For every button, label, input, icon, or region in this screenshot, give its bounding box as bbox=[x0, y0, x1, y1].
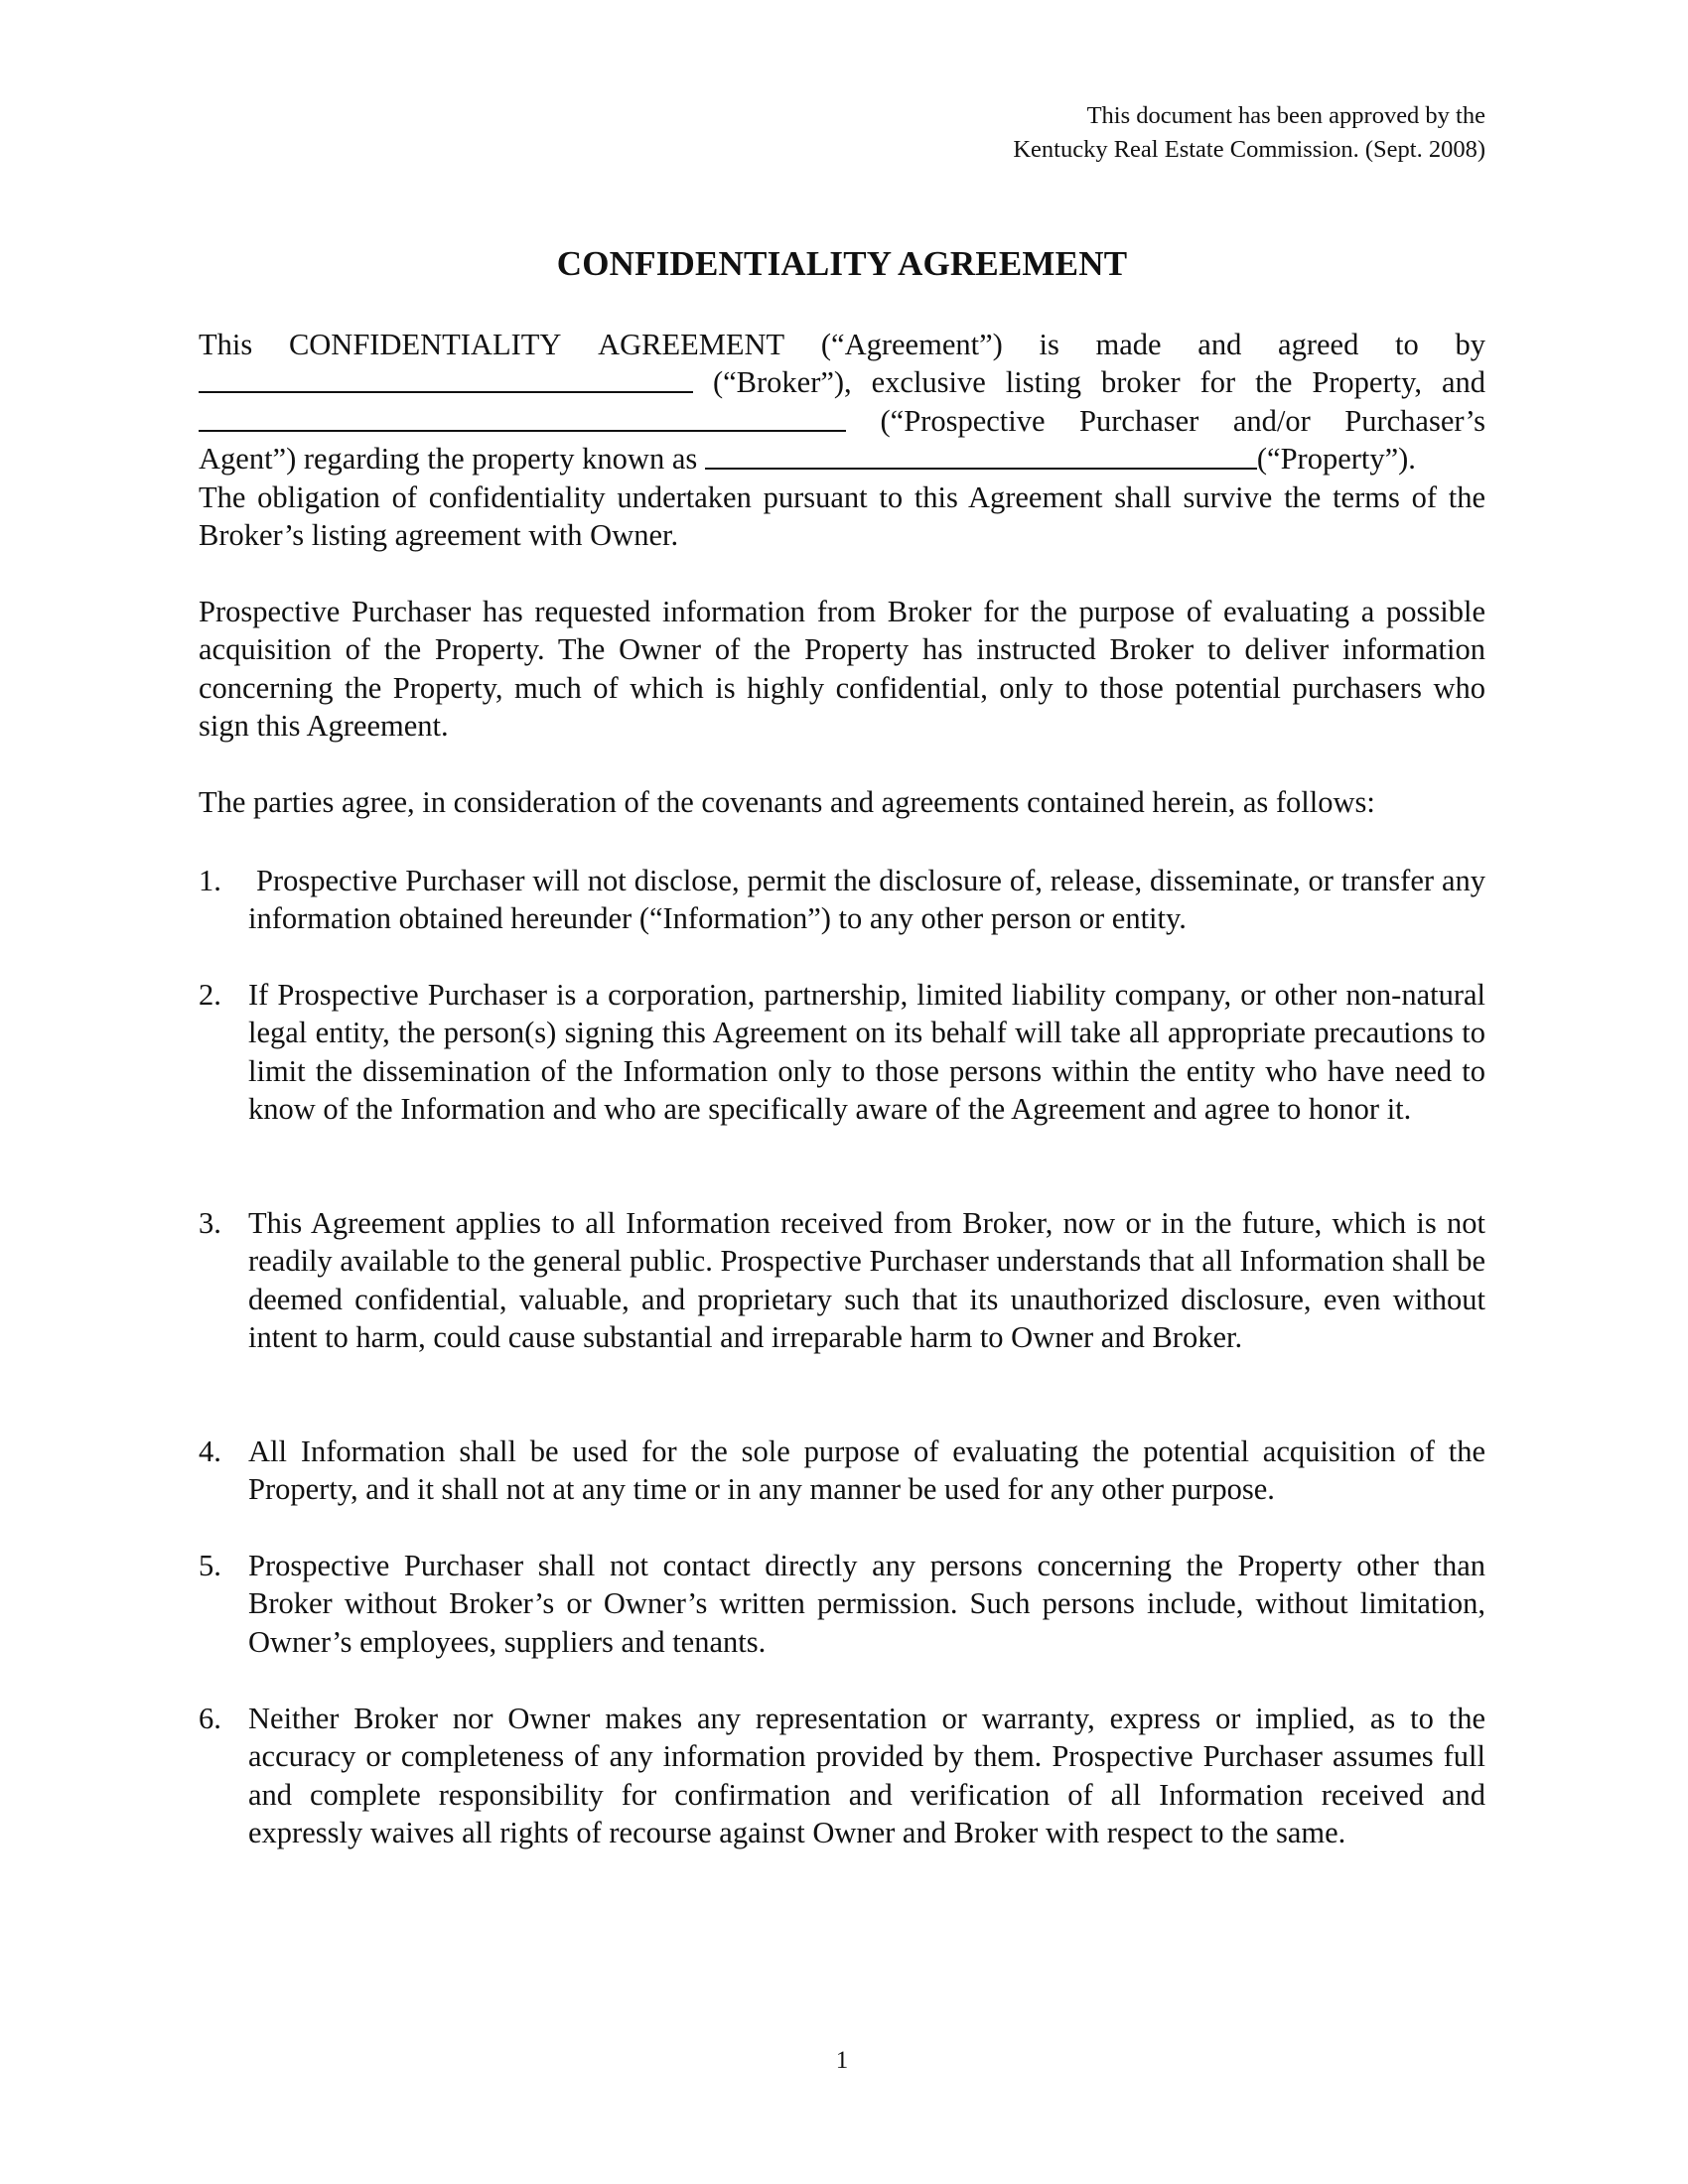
list-item-number: 1. bbox=[199, 864, 221, 897]
intro-line-4-end: (“Property”). bbox=[1256, 442, 1416, 477]
list-item-text bbox=[248, 976, 1485, 1129]
list-item-text bbox=[248, 1433, 1485, 1509]
document-page bbox=[199, 0, 1485, 2184]
intro-line-3-text: (“Prospective Purchaser and/or Purchaser’s bbox=[846, 403, 1485, 438]
intro-word: AGREEMENT bbox=[598, 328, 785, 361]
purpose-paragraph: Prospective Purchaser has requested information from Broker for the purpose of evaluating a possible acquisition of the Property. The Owner of the Property has instructed Broker to deliver information concerning the Property, much of which is highly confidential, only to those potential purchasers who sign this Agreement. bbox=[199, 595, 1485, 744]
list-item-number: 3. bbox=[199, 1206, 221, 1240]
purchaser-name-blank[interactable] bbox=[199, 402, 846, 432]
intro-line-3 bbox=[199, 402, 1485, 440]
list-item-text bbox=[248, 1547, 1485, 1661]
list-item-number: 2. bbox=[199, 978, 221, 1012]
list-item-number: 5. bbox=[199, 1549, 221, 1582]
list-item-paragraph: Prospective Purchaser will not disclose, permit the disclosure of, release, disseminate, or transfer any information obtained hereunder (“Information”) to any other person or entity. bbox=[248, 864, 1485, 936]
intro-word: by bbox=[1455, 328, 1485, 361]
list-item-paragraph: Neither Broker nor Owner makes any representation or warranty, express or implied, as to the accuracy or completeness of any information provided by them. Prospective Purchaser assumes full and complete responsibility for confirmation and verification of all Information received and expressly waives all rights of recourse against Owner and Broker with respect to the same. bbox=[248, 1702, 1485, 1850]
intro-word: agreed bbox=[1278, 328, 1359, 361]
approval-note-line-1: This document has been approved by the bbox=[1086, 102, 1485, 129]
intro-word: CONFIDENTIALITY bbox=[288, 328, 562, 361]
list-item-paragraph: If Prospective Purchaser is a corporation, partnership, limited liability company, or other non-natural legal entity, the person(s) signing this Agreement on its behalf will take all appropriate precautions to limit the dissemination of the Information only to those persons within the entity who have need to know of the Information and who are specifically aware of the Agreement and agree to honor it. bbox=[248, 978, 1485, 1127]
list-item-paragraph: Prospective Purchaser shall not contact directly any persons concerning the Property other than Broker without Broker’s or Owner’s written permission. Such persons include, without limitation, Owner’s employees, suppliers and tenants. bbox=[248, 1549, 1485, 1659]
intro-paragraph bbox=[199, 326, 1485, 554]
list-item-paragraph: This Agreement applies to all Information received from Broker, now or in the future, which is not readily available to the general public. Prospective Purchaser understands that all Information shall be deemed confidential, valuable, and proprietary such that its unauthorized disclosure, even without intent to harm, could cause substantial and irreparable harm to Owner and Broker. bbox=[248, 1206, 1485, 1355]
intro-line-2 bbox=[199, 363, 1485, 401]
list-item-text bbox=[248, 1204, 1485, 1357]
approval-note-line-2: Kentucky Real Estate Commission. (Sept. 2008) bbox=[1013, 136, 1485, 163]
intro-word: This bbox=[199, 328, 253, 361]
agreement-lead-paragraph: The parties agree, in consideration of the covenants and agreements contained herein, as follows: bbox=[199, 785, 1375, 819]
intro-word: and bbox=[1197, 328, 1242, 361]
document-title: CONFIDENTIALITY AGREEMENT bbox=[556, 244, 1128, 283]
intro-rest: The obligation of confidentiality undertaken pursuant to this Agreement shall survive the terms of the Broker’s listing agreement with Owner. bbox=[199, 479, 1485, 552]
property-address-blank[interactable] bbox=[705, 440, 1257, 470]
intro-word: is bbox=[1039, 328, 1059, 361]
broker-name-blank[interactable] bbox=[199, 363, 693, 393]
intro-word: (“Agreement”) bbox=[820, 328, 1003, 361]
list-item-text bbox=[248, 862, 1485, 938]
intro-line-2-text: (“Broker”), exclusive listing broker for the Property, and bbox=[693, 365, 1485, 400]
intro-word: made bbox=[1095, 328, 1162, 361]
list-item-number: 4. bbox=[199, 1434, 221, 1468]
list-item-paragraph: All Information shall be used for the sole purpose of evaluating the potential acquisition of the Property, and it shall not at any time or in any manner be used for any other purpose. bbox=[248, 1434, 1485, 1507]
page-number: 1 bbox=[835, 2047, 849, 2074]
list-item-text bbox=[248, 1700, 1485, 1852]
intro-line-4-text: Agent”) regarding the property known as bbox=[199, 442, 705, 477]
intro-line-1 bbox=[199, 326, 1485, 363]
approval-note bbox=[1013, 99, 1485, 167]
intro-word: to bbox=[1395, 328, 1419, 361]
list-item-number: 6. bbox=[199, 1702, 221, 1735]
intro-line-4 bbox=[199, 440, 1485, 478]
